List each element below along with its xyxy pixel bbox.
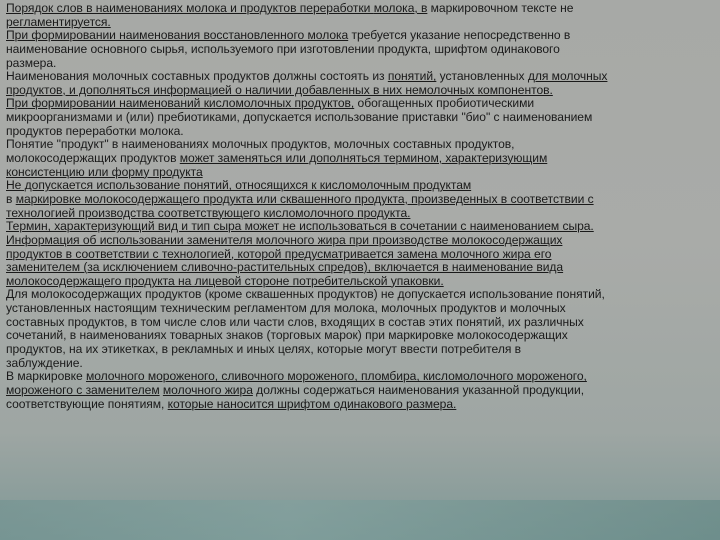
text-segment: микроорганизмами и (или) пребиотиками, допускается использование приставки "био" с наименованием — [6, 110, 593, 125]
text-line — [6, 234, 716, 248]
text-line — [6, 370, 716, 384]
underlined-text: При формировании наименования восстановленного молока — [6, 28, 349, 43]
text-line — [6, 125, 716, 139]
text-segment: установленных — [436, 69, 528, 84]
text-segment: маркировочном тексте не — [427, 1, 574, 15]
text-line — [6, 97, 716, 111]
text-segment: заблуждение. — [6, 355, 83, 370]
text-line — [6, 275, 716, 289]
text-line — [6, 179, 716, 193]
text-line — [6, 2, 716, 16]
body-text — [6, 2, 716, 411]
underlined-text: Информация об использовании заменителя молочного жира при производстве молокосодержащих — [6, 232, 563, 247]
text-line — [6, 43, 716, 57]
text-line — [6, 220, 716, 234]
underlined-text: продуктов в соответствии с технологией, которой предусматривается замена молочного жира его — [6, 246, 552, 261]
text-line — [6, 343, 716, 357]
text-line — [6, 111, 716, 125]
text-segment: обогащенных пробиотическими — [354, 96, 535, 111]
text-segment: продуктов, на их этикетках, в рекламных и иных целях, которые могут ввести потребителя в — [6, 342, 522, 357]
text-line — [6, 57, 716, 71]
text-segment: Понятие "продукт" в наименованиях молочных продуктов, молочных составных продуктов, — [6, 137, 515, 152]
underlined-text: молока, в — [373, 1, 428, 15]
text-segment: должны содержаться наименования указанной продукции, — [252, 382, 585, 397]
underlined-text: молочного мороженого, сливочного мороженого, пломбира, кисломолочного мороженого, — [85, 369, 587, 384]
text-line — [6, 248, 716, 262]
text-segment: молокосодержащих продуктов — [6, 151, 180, 166]
text-segment: Для молокосодержащих продуктов (кроме сквашенных продуктов) не допускается использование понятий, — [6, 287, 605, 302]
underlined-text: заменителем (за исключением сливочно-растительных спредов), включается в наименование вида — [6, 260, 564, 275]
text-line — [6, 193, 716, 207]
decorative-band — [0, 500, 720, 540]
text-line — [6, 302, 716, 316]
text-segment: продуктов переработки молока. — [6, 123, 184, 138]
underlined-text: мороженого с заменителем — [6, 382, 160, 397]
underlined-text: которые наносится шрифтом одинакового размера. — [167, 396, 457, 411]
text-line — [6, 138, 716, 152]
text-line — [6, 288, 716, 302]
text-line — [6, 29, 716, 43]
underlined-text: маркировке молокосодержащего продукта или сквашенного продукта, произведенных в соответствии с — [15, 191, 594, 206]
text-segment: требуется указание непосредственно в — [348, 28, 571, 43]
underlined-text: молочного жира — [162, 382, 253, 397]
text-line — [6, 261, 716, 275]
text-line — [6, 398, 716, 412]
underlined-text: Порядок слов в наименованиях молока и продуктов переработки — [6, 1, 374, 15]
text-line — [6, 166, 716, 180]
underlined-text: При формировании наименований кисломолочных продуктов, — [6, 96, 355, 111]
text-segment: размера. — [6, 55, 57, 70]
text-segment: в — [6, 191, 16, 206]
text-line — [6, 84, 716, 98]
underlined-text: Термин, характеризующий вид и тип сыра может не использоваться в сочетании с наименованием сыра. — [6, 219, 594, 234]
text-line — [6, 207, 716, 221]
text-segment: В маркировке — [6, 369, 86, 384]
underlined-text: регламентируется. — [6, 14, 111, 29]
underlined-text: консистенцию или форму продукта — [6, 164, 203, 179]
text-segment: наименование основного сырья, используемого при изготовлении продукта, шрифтом одинакового — [6, 41, 560, 56]
text-line — [6, 329, 716, 343]
text-line — [6, 70, 716, 84]
text-segment: установленных настоящим техническим регламентом для молока, молочных продуктов и молочных — [6, 301, 566, 316]
underlined-text: для молочных — [527, 69, 608, 84]
underlined-text: понятий, — [387, 69, 437, 84]
underlined-text: технологией производства соответствующего кисломолочного продукта. — [6, 205, 411, 220]
underlined-text: молокосодержащего продукта на лицевой стороне потребительской упаковки. — [6, 273, 444, 288]
text-line — [6, 16, 716, 30]
underlined-text: может заменяться или дополняться термином, характеризующим — [179, 151, 548, 166]
underlined-text: Не допускается использование понятий, относящихся к кисломолочным продуктам — [6, 178, 472, 193]
underlined-text: продуктов, и дополняться информацией о наличии добавленных в них немолочных компонентов. — [6, 82, 553, 97]
text-segment: сочетаний, в наименованиях товарных знаков (торговых марок) при маркировке молокосодержащих — [6, 328, 568, 343]
text-line — [6, 384, 716, 398]
text-segment: соответствующие понятиям, — [6, 396, 168, 411]
text-line — [6, 316, 716, 330]
text-segment: составных продуктов, в том числе слов или части слов, входящих в состав этих понятий, их различных — [6, 314, 584, 329]
text-line — [6, 357, 716, 371]
text-line — [6, 152, 716, 166]
text-segment: Наименования молочных составных продуктов должны состоять из — [6, 69, 388, 84]
